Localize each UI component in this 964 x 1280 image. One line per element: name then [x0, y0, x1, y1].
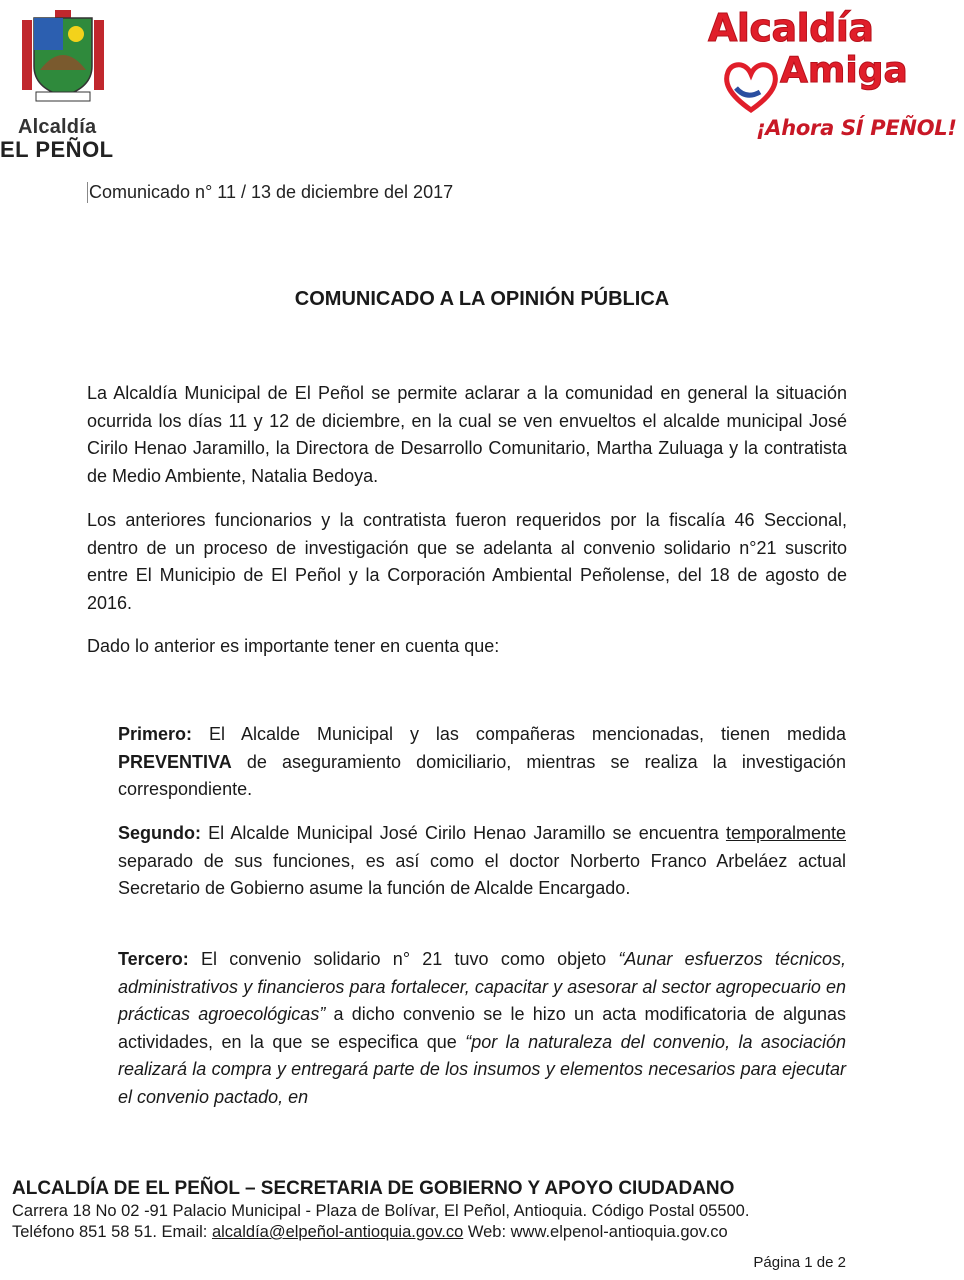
- point-label: Segundo:: [118, 823, 201, 843]
- footer-office: ALCALDÍA DE EL PEÑOL – SECRETARIA DE GOBIERNO Y APOYO CIUDADANO: [12, 1178, 735, 1199]
- paragraph-intro: La Alcaldía Municipal de El Peñol se permite aclarar a la comunidad en general la situación ocurrida los días 11 y 12 de diciembre, en la cual se ven envueltos el alcalde municipal José Cirilo Henao Jaramillo, la Directora de Desarrollo Comunitario, Martha Zuluaga y la contratista de Medio Ambiente, Natalia Bedoya.: [87, 383, 847, 486]
- page-number: Página 1 de 2: [753, 1254, 846, 1271]
- logo-text-el-penol: EL PEÑOL: [0, 137, 114, 162]
- email-link[interactable]: alcaldía@elpeñol-antioquia.gov.co: [211, 1223, 464, 1241]
- communique-number: Comunicado n° 11 / 13 de diciembre del 2017: [89, 182, 454, 202]
- logo-text-amiga: Amiga: [780, 50, 908, 91]
- point-segundo: Segundo: El Alcalde Municipal José Cirilo Henao Jaramillo se encuentra temporalmente separado de sus funciones, es así como el doctor Norberto Franco Arbeláez actual Secretario de Gobierno asume la función de Alcalde Encargado.: [118, 823, 846, 898]
- logo-slogan: ¡Ahora SÍ PEÑOL!: [756, 116, 957, 140]
- footer-contact: Teléfono 851 58 51. Email: alcaldía@elpeñol-antioquia.gov.co Web: www.elpenol-antioquia.gov.co: [12, 1223, 728, 1241]
- point-label: Primero:: [118, 724, 193, 744]
- logo-text-alcaldia: Alcaldía: [18, 116, 97, 138]
- footer-address: Carrera 18 No 02 -91 Palacio Municipal - Plaza de Bolívar, El Peñol, Antioquia. Código Postal 05500.: [12, 1202, 750, 1220]
- paragraph-lead: Dado lo anterior es importante tener en cuenta que:: [87, 636, 500, 656]
- coat-of-arms-icon: [22, 10, 104, 102]
- heart-icon: [722, 58, 780, 114]
- document-title: COMUNICADO A LA OPINIÓN PÚBLICA: [294, 288, 670, 310]
- logo-text-alcaldia-right: Alcaldía: [708, 6, 874, 50]
- point-primero: Primero: El Alcalde Municipal y las compañeras mencionadas, tienen medida PREVENTIVA de aseguramiento domiciliario, mientras se realiza la investigación correspondiente.: [118, 724, 846, 799]
- page-footer: [12, 1177, 952, 1243]
- paragraph-officials: Los anteriores funcionarios y la contratista fueron requeridos por la fiscalía 46 Seccional, dentro de un proceso de investigación que se adelanta al convenio solidario n°21 suscrito entre El Municipio de El Peñol y la Corporación Ambiental Peñolense, del 18 de agosto de 2016.: [87, 510, 847, 613]
- municipal-logo: [0, 6, 130, 162]
- point-label: Tercero:: [118, 949, 189, 969]
- alcaldia-amiga-logo: [702, 6, 964, 142]
- point-tercero: Tercero: El convenio solidario n° 21 tuvo como objeto “Aunar esfuerzos técnicos, administrativos y financieros para fortalecer, capacitar y asesorar al sector agropecuario en prácticas agroecológicas” a dicho convenio se le hizo un acta modificatoria de algunas actividades, en la que se especifica que “por la naturaleza del convenio, la asociación realizará la compra y entregará parte de los insumos y elementos necesarios para ejecutar el convenio pactado, en: [118, 949, 846, 1107]
